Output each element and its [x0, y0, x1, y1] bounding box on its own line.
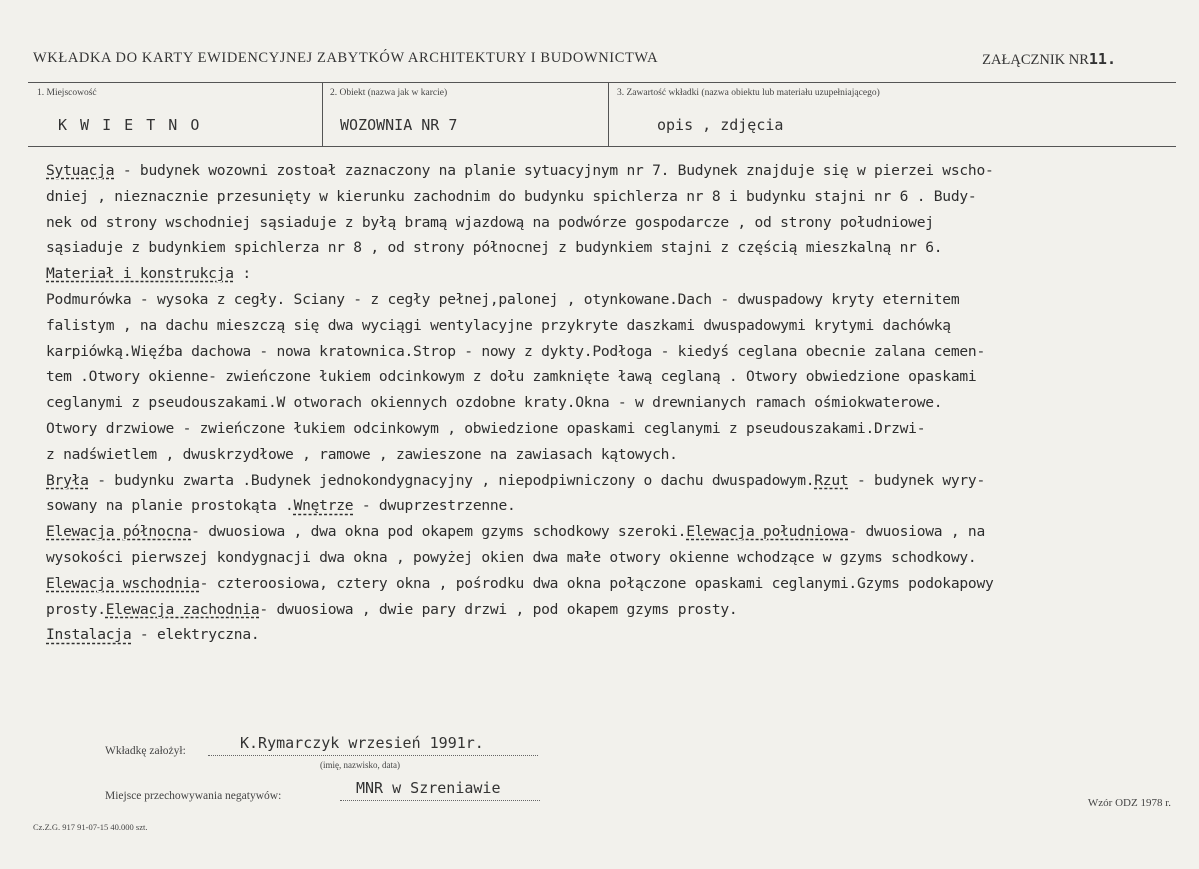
text-line: [46, 339, 1166, 365]
storage-value: MNR w Szreniawie: [356, 779, 501, 797]
text-line: [46, 622, 1166, 648]
text-segment: - budynku zwarta .Budynek jednokondygnacyjny , niepodpiwniczony o dachu dwuspadowym.: [88, 471, 815, 489]
author-value: K.Rymarczyk wrzesień 1991r.: [240, 734, 484, 752]
text-line: [46, 545, 1166, 571]
form-title: WKŁADKA DO KARTY EWIDENCYJNEJ ZABYTKÓW ARCHITEKTURY I BUDOWNICTWA: [33, 50, 659, 66]
content-value: opis , zdjęcia: [657, 116, 784, 134]
section-heading: Bryła: [46, 471, 89, 489]
place-value: K W I E T N O: [58, 116, 202, 134]
section-heading: Instalacja: [46, 626, 132, 644]
text-segment: nek od strony wschodniej sąsiaduje z byłą bramą wjazdową na podwórze gospodarcze , od strony południowej: [46, 213, 934, 231]
text-segment: sowany na planie prostokąta .: [46, 497, 294, 515]
storage-dotted-line: [340, 800, 540, 801]
text-segment: - dwuosiowa , na: [848, 523, 986, 541]
text-line: [46, 468, 1166, 494]
text-line: [46, 261, 1166, 287]
object-value: WOZOWNIA NR 7: [340, 116, 458, 134]
text-segment: - dwuosiowa , dwa okna pod okapem gzyms schodkowy szeroki.: [191, 523, 687, 541]
text-segment: wysokości pierwszej kondygnacji dwa okna , powyżej okien dwa małe otwory okienne wchodzące w gzyms schodkowy.: [46, 548, 977, 566]
text-segment: - budynek wyry-: [848, 471, 986, 489]
text-line: [46, 158, 1166, 184]
text-segment: - dwuosiowa , dwie pary drzwi , pod okapem gzyms prosty.: [259, 600, 738, 618]
header-rule-top: [28, 82, 1176, 83]
text-line: [46, 235, 1166, 261]
annex-label: ZAŁĄCZNIK NR: [982, 52, 1089, 68]
field-divider-1: [322, 82, 323, 146]
section-heading: Elewacja wschodnia: [46, 574, 200, 592]
text-line: [46, 184, 1166, 210]
text-line: [46, 493, 1166, 519]
place-label: 1. Miejscowość: [37, 88, 97, 98]
annex-number: [982, 50, 1116, 69]
text-segment: ceglanymi z pseudouszakami.W otworach okiennych ozdobne kraty.Okna - w drewnianych ramach ośmiokwaterowe.: [46, 394, 943, 412]
text-line: [46, 313, 1166, 339]
text-line: [46, 210, 1166, 236]
text-segment: prosty.: [46, 600, 106, 618]
text-line: [46, 364, 1166, 390]
storage-label: Miejsce przechowywania negatywów:: [105, 790, 282, 802]
print-info: Cz.Z.G. 917 91-07-15 40.000 szt.: [33, 822, 148, 832]
text-line: [46, 416, 1166, 442]
text-segment: Podmurówka - wysoka z cegły. Sciany - z cegły pełnej,palonej , otynkowane.Dach - dwuspadowy kryty eternitem: [46, 290, 960, 308]
text-segment: - elektryczna.: [131, 626, 260, 644]
text-segment: sąsiaduje z budynkiem spichlerza nr 8 , od strony północnej z budynkiem stajni z częścią mieszkalną nr 6.: [46, 239, 943, 257]
text-line: [46, 287, 1166, 313]
text-line: [46, 571, 1166, 597]
text-segment: karpiówką.Więźba dachowa - nowa kratownica.Strop - nowy z dykty.Podłoga - kiedyś ceglana obecnie zalana cemen-: [46, 342, 985, 360]
text-segment: z nadświetlem , dwuskrzydłowe , ramowe , zawieszone na zawiasach kątowych.: [46, 445, 678, 463]
annex-number-value: 11.: [1088, 50, 1116, 68]
text-segment: Otwory drzwiowe - zwieńczone łukiem odcinkowym , obwiedzione opaskami ceglanymi z pseudouszakami.Drzwi-: [46, 419, 926, 437]
description-body: [46, 158, 1166, 648]
header-rule-bottom: [28, 146, 1176, 147]
section-heading: Elewacja południowa: [686, 523, 849, 541]
field-divider-2: [608, 82, 609, 146]
form-version: Wzór ODZ 1978 r.: [1087, 797, 1171, 809]
text-segment: dniej , nieznacznie przesunięty w kierunku zachodnim do budynku spichlerza nr 8 i budynku stajni nr 6 . Budy-: [46, 187, 977, 205]
object-label: 2. Obiekt (nazwa jak w karcie): [330, 88, 448, 98]
text-line: [46, 442, 1166, 468]
text-segment: - budynek wozowni zostoał zaznaczony na planie sytuacyjnym nr 7. Budynek znajduje się w pierzei wscho-: [114, 162, 994, 179]
text-segment: tem .Otwory okienne- zwieńczone łukiem odcinkowym z dołu zamknięte ławą ceglaną . Otwory obwiedzione opaskami: [46, 368, 977, 386]
author-dotted-line: [208, 755, 538, 756]
text-line: [46, 390, 1166, 416]
author-hint: (imię, nazwisko, data): [320, 760, 400, 770]
author-label: Wkładkę założył:: [105, 745, 186, 757]
section-heading: Elewacja północna: [46, 523, 192, 541]
section-heading: Wnętrze: [293, 497, 354, 515]
text-segment: falistym , na dachu mieszczą się dwa wyciągi wentylacyjne przykryte daszkami dwuspadowymi krytymi dachówką: [46, 316, 951, 334]
section-heading: Materiał i konstrukcja: [46, 265, 234, 283]
section-heading: Sytuacja: [46, 162, 115, 179]
text-segment: - dwuprzestrzenne.: [353, 497, 516, 515]
text-line: [46, 519, 1166, 545]
text-segment: :: [233, 265, 251, 283]
text-line: [46, 597, 1166, 623]
section-heading: Elewacja zachodnia: [105, 600, 260, 618]
text-segment: - czteroosiowa, cztery okna , pośrodku dwa okna połączone opaskami ceglanymi.Gzyms podokapowy: [199, 574, 994, 592]
content-label: 3. Zawartość wkładki (nazwa obiektu lub materiału uzupełniającego): [617, 88, 880, 98]
section-heading: Rzut: [814, 471, 849, 489]
